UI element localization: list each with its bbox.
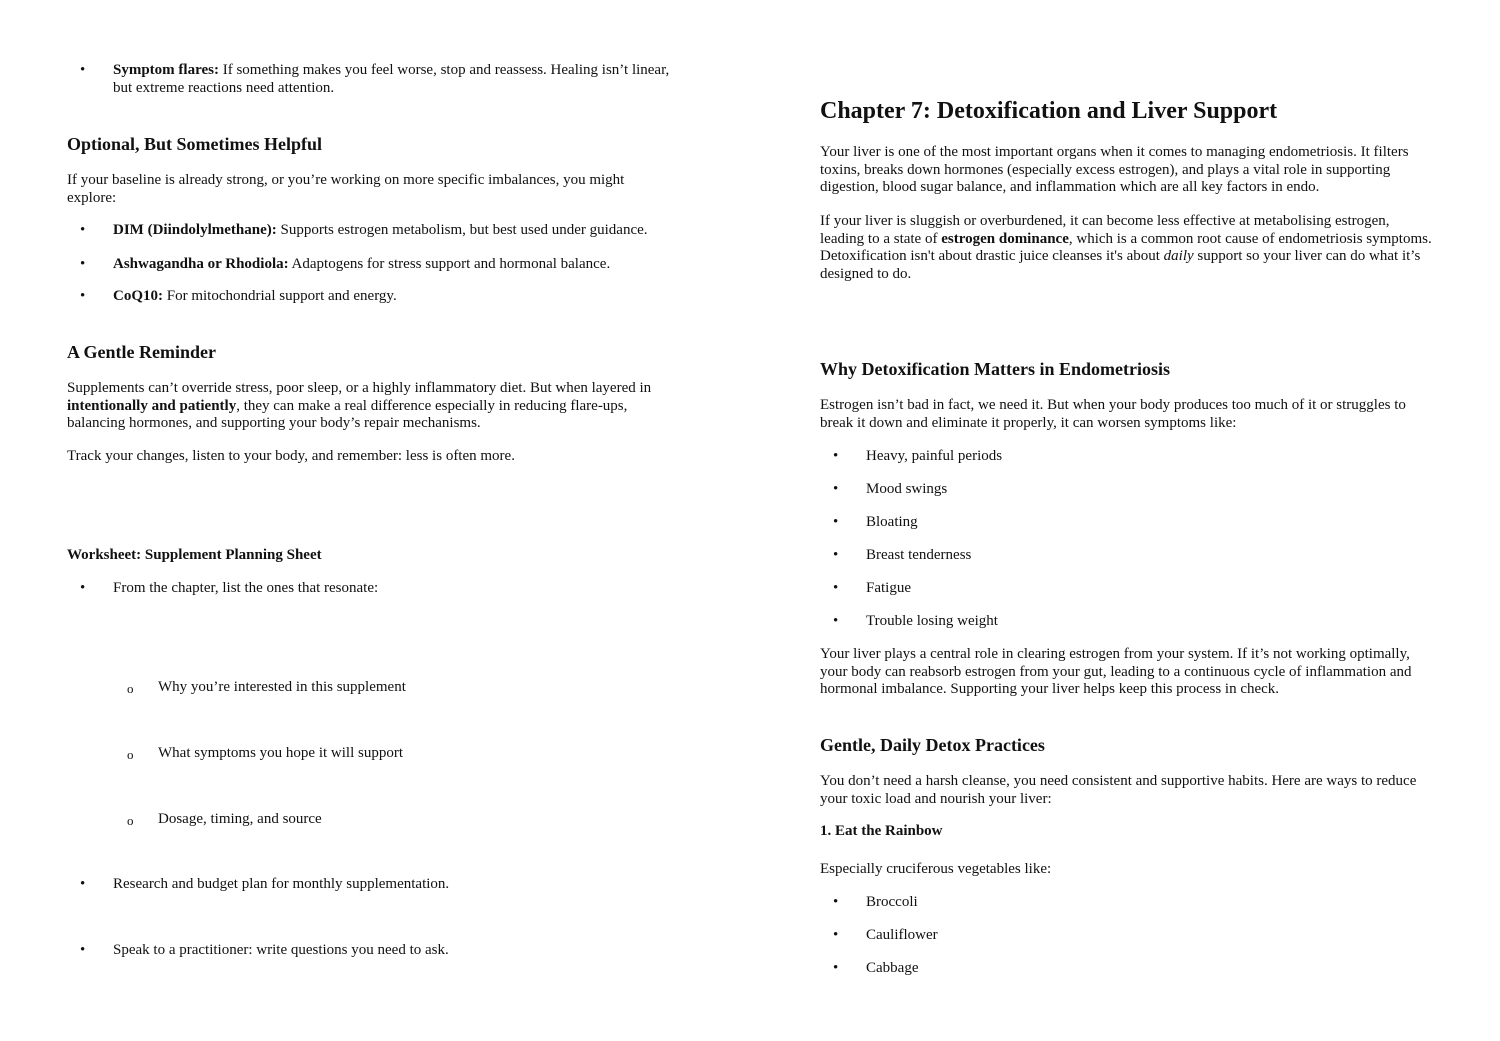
vegetable-item: [820, 960, 1435, 978]
item-lead: Symptom flares:: [113, 62, 219, 78]
bullet-icon: •: [833, 927, 839, 943]
item-text: Heavy, painful periods: [866, 448, 1003, 464]
why-intro: Estrogen isn’t bad in fact, we need it. But when your body produces too much of it or struggles to break it down and eliminate it properly, it can worsen symptoms like:: [820, 397, 1406, 431]
symptom-item: [820, 613, 1435, 631]
optional-intro: If your baseline is already strong, or you’re working on more specific imbalances, you might explore:: [67, 172, 625, 206]
worksheet-subitem-interest: [67, 679, 687, 697]
item-text: Speak to a practitioner: write questions you need to ask.: [113, 942, 449, 958]
item-text: Fatigue: [866, 580, 911, 596]
bullet-icon: •: [80, 580, 86, 596]
list-item-dim: [67, 222, 687, 240]
reminder-paragraph: [67, 380, 667, 433]
list-item-symptom-flares: [67, 62, 687, 97]
vegetable-item: [820, 894, 1435, 912]
section-heading-why: Why Detoxification Matters in Endometriosis: [820, 359, 1170, 379]
practices-intro: You don’t need a harsh cleanse, you need consistent and supportive habits. Here are ways to reduce your toxic load and nourish your liver:: [820, 773, 1417, 807]
why-outro: Your liver plays a central role in clearing estrogen from your system. If it’s not working optimally, your body can reabsorb estrogen from your gut, leading to a continuous cycle of inflammation and hormonal imbalance. Supporting your liver helps keep this process in check.: [820, 646, 1412, 697]
item-lead: CoQ10:: [113, 288, 163, 304]
item-text: Adaptogens for stress support and hormonal balance.: [288, 256, 611, 272]
bullet-icon: •: [80, 942, 86, 958]
section-heading-reminder: A Gentle Reminder: [67, 342, 216, 362]
bullet-icon: •: [80, 876, 86, 892]
intro2-italic: daily: [1163, 248, 1194, 264]
item-text: If something makes you feel worse, stop and reassess. Healing isn’t linear, but extreme reactions need attention.: [113, 62, 670, 96]
worksheet-item-research: [67, 876, 687, 894]
symptom-item: [820, 580, 1435, 598]
bullet-icon: •: [833, 894, 839, 910]
list-item-ashwagandha: [67, 256, 687, 274]
intro2-emphasis: estrogen dominance: [941, 230, 1069, 247]
reminder-emphasis: intentionally and patiently: [67, 397, 237, 414]
item-text: Broccoli: [866, 894, 918, 910]
worksheet-subitem-dosage: [67, 811, 687, 829]
item-text: Breast tenderness: [866, 547, 972, 563]
worksheet-item-practitioner: [67, 942, 687, 960]
item-text: For mitochondrial support and energy.: [163, 288, 397, 304]
item-lead: DIM (Diindolylmethane):: [113, 222, 277, 238]
bullet-icon: •: [833, 448, 839, 464]
circle-bullet-icon: o: [127, 747, 134, 762]
vegetable-item: [820, 927, 1435, 945]
item-text: Cabbage: [866, 960, 919, 976]
intro2-text-c: support so your liver can do what it’s designed to do.: [820, 248, 1421, 282]
item-text: Mood swings: [866, 481, 948, 497]
symptom-item: [820, 448, 1435, 466]
section-heading-optional: Optional, But Sometimes Helpful: [67, 134, 323, 154]
worksheet-title: Worksheet: Supplement Planning Sheet: [67, 547, 322, 563]
section-heading-practices: Gentle, Daily Detox Practices: [820, 735, 1045, 755]
bullet-icon: •: [80, 288, 86, 304]
bullet-icon: •: [833, 514, 839, 530]
bullet-icon: •: [833, 481, 839, 497]
item-text: Dosage, timing, and source: [158, 811, 322, 827]
chapter-intro-paragraph: Your liver is one of the most important organs when it comes to managing endometriosis. It filters toxins, breaks down hormones (especially excess estrogen), and plays a vital role in supporting digestion, blood sugar balance, and inflammation which are all key factors in endo.: [820, 144, 1409, 195]
item-text: Supports estrogen metabolism, but best used under guidance.: [276, 222, 648, 238]
subheading-eat-rainbow: 1. Eat the Rainbow: [820, 823, 943, 839]
bullet-icon: •: [833, 960, 839, 976]
reminder-closing: Track your changes, listen to your body, and remember: less is often more.: [67, 448, 515, 464]
bullet-icon: •: [80, 256, 86, 272]
symptom-item: [820, 514, 1435, 532]
chapter-intro-paragraph-2: [820, 213, 1435, 283]
rainbow-intro: Especially cruciferous vegetables like:: [820, 861, 1052, 877]
chapter-title: Chapter 7: Detoxification and Liver Support: [820, 98, 1278, 124]
list-item-coq10: [67, 288, 687, 306]
bullet-icon: •: [80, 62, 86, 78]
intro2-text-b: , which is a common root cause of endometriosis symptoms. Detoxification isn't about drastic juice cleanses it's about: [820, 230, 1432, 264]
symptom-item: [820, 547, 1435, 565]
item-text: Research and budget plan for monthly supplementation.: [113, 876, 450, 892]
item-text: Why you’re interested in this supplement: [158, 679, 406, 695]
item-text: Trouble losing weight: [866, 613, 998, 629]
bullet-icon: •: [80, 222, 86, 238]
bullet-icon: •: [833, 580, 839, 596]
bullet-icon: •: [833, 613, 839, 629]
bullet-icon: •: [833, 547, 839, 563]
circle-bullet-icon: o: [127, 681, 134, 696]
item-text: Bloating: [866, 514, 918, 530]
item-text: What symptoms you hope it will support: [158, 745, 403, 761]
reminder-text-b: , they can make a real difference especially in reducing flare-ups, balancing hormones, and supporting your body’s repair mechanisms.: [67, 397, 628, 431]
worksheet-subitem-symptoms: [67, 745, 687, 763]
intro2-text-a: If your liver is sluggish or overburdened, it can become less effective at metabolising estrogen, leading to a state of: [820, 213, 1390, 247]
circle-bullet-icon: o: [127, 813, 134, 828]
item-text: From the chapter, list the ones that resonate:: [113, 580, 379, 596]
item-text: Cauliflower: [866, 927, 938, 943]
worksheet-item-resonate: [67, 580, 687, 598]
item-lead: Ashwagandha or Rhodiola:: [113, 256, 289, 272]
reminder-text-a: Supplements can’t override stress, poor sleep, or a highly inflammatory diet. But when layered in: [67, 380, 652, 396]
symptom-item: [820, 481, 1435, 499]
